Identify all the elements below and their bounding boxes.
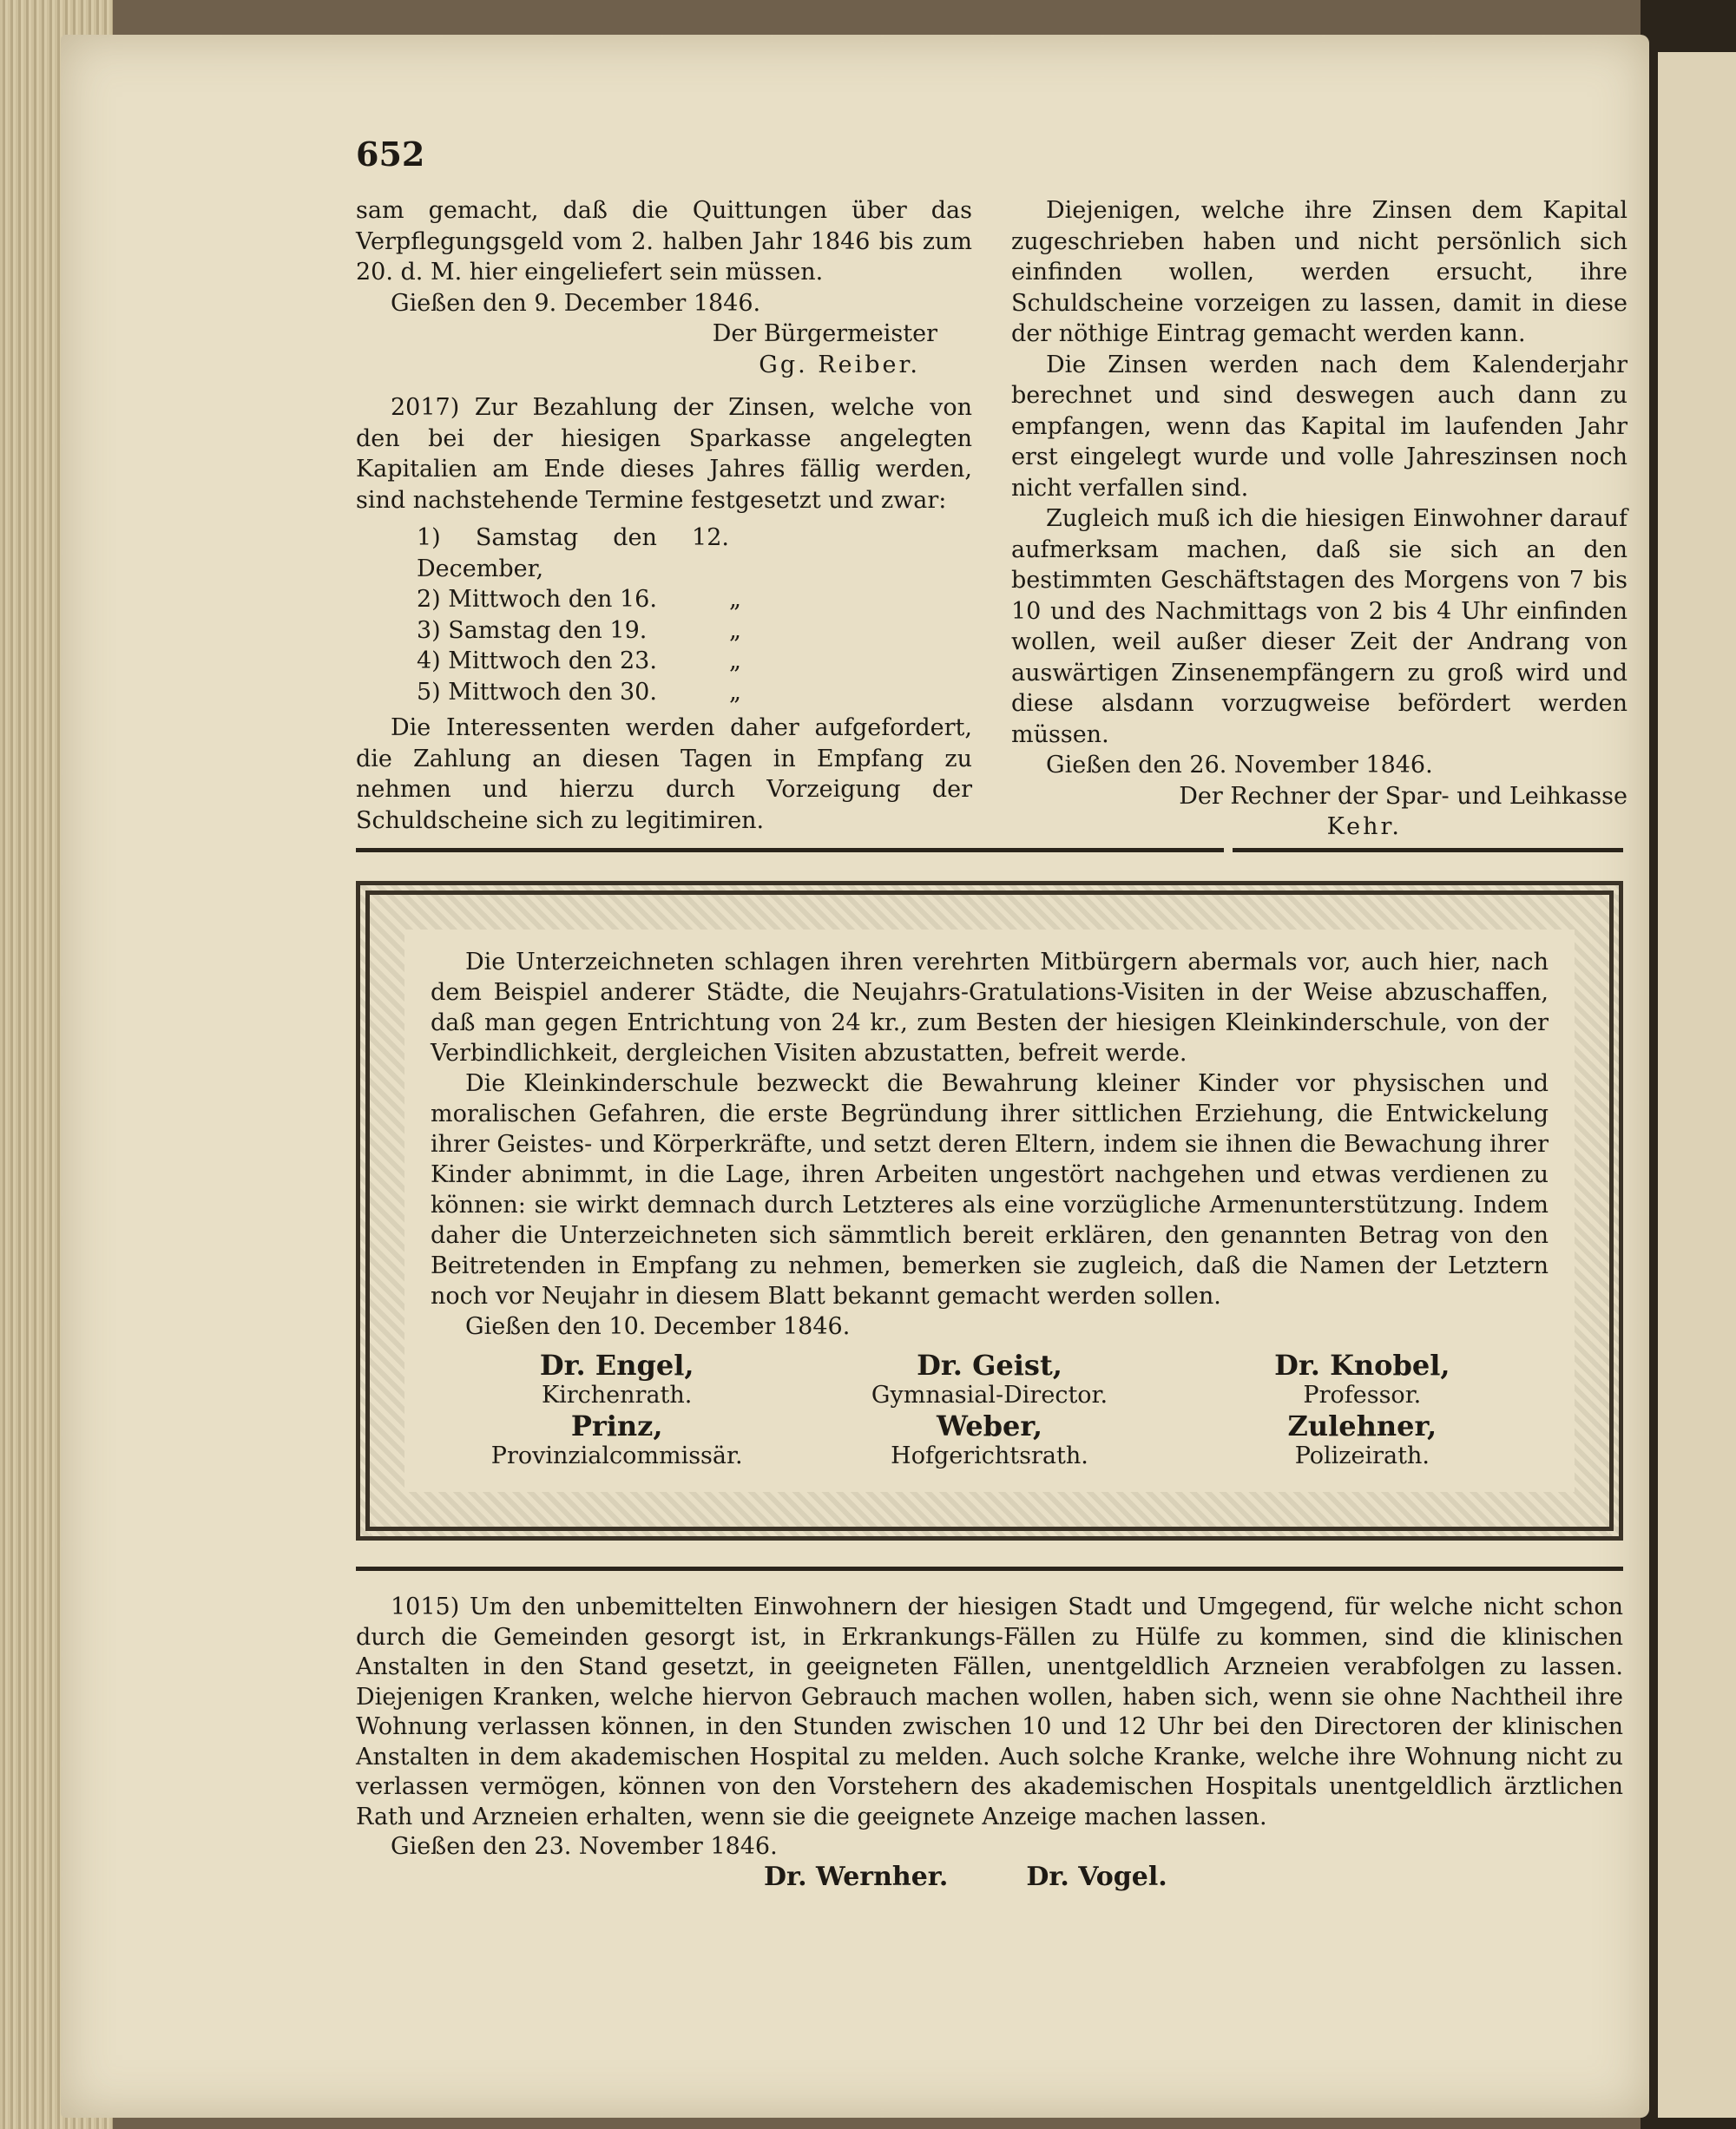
signer: Dr. Knobel, Professor. [1274, 1349, 1450, 1409]
facing-page-edge [1658, 52, 1736, 2118]
signer: Dr. Geist, Gymnasial-Director. [871, 1349, 1108, 1409]
ornamental-notice-frame [356, 881, 1623, 1541]
section-rule [356, 1567, 1623, 1571]
schedule-item: 2) Mittwoch den 16. „ [417, 586, 741, 613]
clinic-signers [764, 1863, 1623, 1893]
left-date: Gießen den 9. December 1846. [391, 289, 761, 317]
signer: Prinz, Provinzialcommissär. [490, 1409, 743, 1469]
signer: Dr. Wernher. [764, 1861, 949, 1892]
right-para-1: Diejenigen, welche ihre Zinsen dem Kapital zugeschrieben haben und nicht persönlich sich einfinden wollen, werden ersucht, ihre Schuldscheine vorzeigen zu lassen, damit in diese der nöthige Eintrag gemacht werden kann. [1011, 197, 1628, 347]
left-signer-title: Der Bürgermeister [712, 320, 937, 347]
clinic-notice-body: 1015) Um den unbemittelten Einwohnern der hiesigen Stadt und Umgegend, für welche nicht schon durch die Gemeinden gesorgt ist, in Erkrankungs-Fällen zu Hülfe zu kommen, sind die klinischen Anstalten in den Stand gesetzt, in geeigneten Fällen, unentgeldlich Arzneien verabfolgen zu lassen. Diejenigen Kranken, welche hiervon Gebrauch machen wollen, haben sich, wenn sie ohne Nachtheil ihre Wohnung verlassen können, in den Stunden zwischen 10 und 12 Uhr bei den Directoren der klinischen Anstalten in dem akademischen Hospital zu melden. Auch solche Kranke, welche ihre Wohnung nicht zu verlassen vermögen, können von den Vorstehern des akademischen Hospitals unentgeldlich ärztlichen Rath und Arzneien erhalten, wenn sie die geeignete Anzeige machen lassen. [356, 1593, 1623, 1830]
right-date: Gießen den 26. November 1846. [1046, 752, 1433, 779]
boxed-date: Gießen den 10. December 1846. [465, 1313, 851, 1340]
newspaper-page [61, 35, 1649, 2118]
schedule-item: 1) Samstag den 12. December, [417, 524, 729, 582]
right-para-3: Zugleich muß ich die hiesigen Einwohner darauf aufmerksam machen, daß sie sich an den bestimmten Geschäftstagen des Morgens von 7 bis 10 und des Nachmittags von 2 bis 4 Uhr einfinden wollen, weil außer dieser Zeit der Andrang von auswärtigen Zinsenempfängern zu groß wird und diese alsdann vorzugweise befördert werden müssen. [1011, 505, 1628, 748]
right-signer-title: Der Rechner der Spar- und Leihkasse [1179, 782, 1628, 810]
schedule-item: 5) Mittwoch den 30. „ [417, 678, 741, 706]
interest-notice-closing: Die Interessenten werden daher aufgefordert, die Zahlung an diesen Tagen in Empfang zu nehmen und hierzu durch Vorzeigung der Schuldscheine sich zu legitimiren. [356, 714, 972, 834]
boxed-signers [431, 1349, 1549, 1470]
signer: Zulehner, Polizeirath. [1287, 1409, 1437, 1469]
left-signer-name: Gg. Reiber. [759, 351, 920, 378]
boxed-para-2: Die Kleinkinderschule bezweckt die Bewahrung kleiner Kinder vor physischen und moralischen Gefahren, die erste Begründung ihrer sittlichen Erziehung, die Entwickelung ihrer Geistes- und Körperkräfte, und setzt deren Eltern, indem sie ihnen die Bewachung ihrer Kinder abnimmt, in die Lage, ihren Arbeiten ungestört nachgehen und etwas verdienen zu können: sie wirkt demnach durch Letzteres als eine vorzügliche Armenunterstützung. Indem daher die Unterzeichneten sich sämmtlich bereit erklären, den genannten Betrag von den Beitretenden in Empfang zu nehmen, bemerken sie zugleich, daß die Namen der Letztern noch vor Neujahr in diesem Blatt bekannt gemacht werden sollen. [431, 1070, 1549, 1310]
page-content [356, 126, 1641, 1948]
column-divider-rule [1233, 848, 1623, 852]
schedule-item: 4) Mittwoch den 23. „ [417, 647, 741, 674]
boxed-para-1: Die Unterzeichneten schlagen ihren verehrten Mitbürgern abermals vor, auch hier, nach dem Beispiel anderer Städte, die Neujahrs-Gratulations-Visiten in der Weise abzuschaffen, daß man gegen Entrichtung von 24 kr., zum Besten der hiesigen Kleinkinderschule, von der Verbindlichkeit, dergleichen Visiten abzustatten, befreit werde. [431, 949, 1549, 1067]
signer: Dr. Vogel. [1026, 1861, 1167, 1892]
left-intro-text: sam gemacht, daß die Quittungen über das Verpflegungsgeld vom 2. halben Jahr 1846 bis zum 20. d. M. hier eingeliefert sein müssen. [356, 197, 972, 286]
clinic-notice-date: Gießen den 23. November 1846. [391, 1833, 778, 1860]
payment-schedule [417, 522, 972, 707]
signer: Weber, Hofgerichtsrath. [891, 1409, 1088, 1469]
right-para-2: Die Zinsen werden nach dem Kalenderjahr berechnet und sind deswegen auch dann zu empfangen, wenn das Kapital im laufenden Jahr erst eingelegt wurde und volle Jahreszinsen noch nicht verfallen sind. [1011, 351, 1628, 502]
page-number: 652 [356, 135, 425, 174]
left-column [356, 195, 972, 836]
interest-notice-intro: 2017) Zur Bezahlung der Zinsen, welche von den bei der hiesigen Sparkasse angelegten Kapitalien am Ende dieses Jahres fällig werden, sind nachstehende Termine festgesetzt und zwar: [356, 394, 972, 514]
schedule-item: 3) Samstag den 19. „ [417, 616, 741, 644]
column-divider-rule [356, 848, 1224, 852]
right-column [1011, 195, 1628, 843]
boxed-notice [404, 930, 1575, 1492]
right-signer-name: Kehr. [1326, 813, 1402, 840]
signer: Dr. Engel, Kirchenrath. [539, 1349, 694, 1409]
clinic-notice [356, 1593, 1623, 1892]
